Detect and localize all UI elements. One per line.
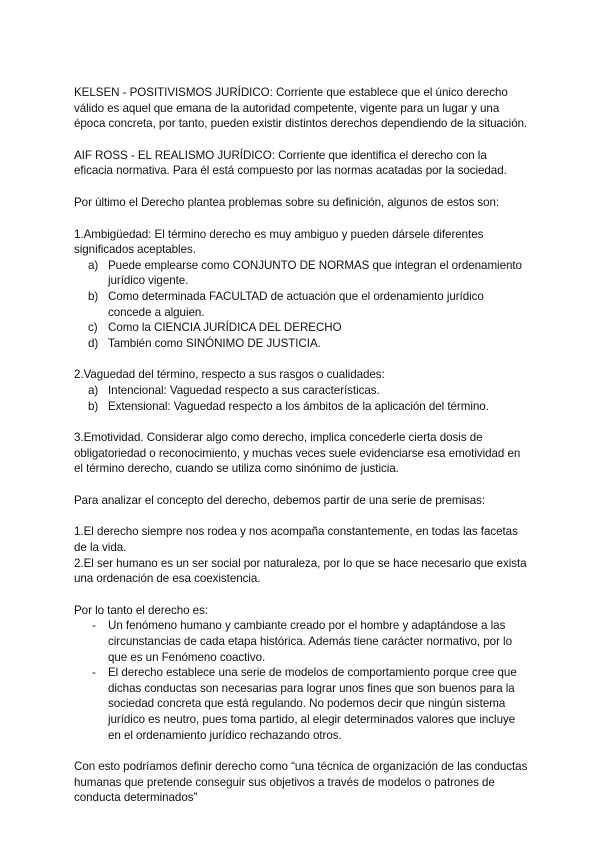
derecho-es-list bbox=[74, 618, 528, 743]
list-item-text: El derecho establece una serie de modelos de comportamiento porque cree que dichas conductas son necesarias para lograr unos fines que son buenos para la sociedad concreta que está regulando. No podemos decir que ningún sistema jurídico es neutro, pues toma partido, al elegir determinados valores que incluye en el ordenamiento jurídico rechazando otros. bbox=[108, 666, 517, 742]
list-item bbox=[74, 258, 528, 289]
paragraph-premisa-2: 2.El ser humano es un ser social por naturaleza, por lo que se hace necesario que exista una ordenación de esa coexistencia. bbox=[74, 556, 527, 586]
list-marker: - bbox=[92, 666, 96, 680]
paragraph-vaguedad: 2.Vaguedad del término, respecto a sus rasgos o cualidades: bbox=[74, 368, 385, 382]
paragraph-kelsen: KELSEN - POSITIVISMOS JURÍDICO: Corriente que establece que el único derecho válido es aquel que emana de la autoridad competente, vigente para un lugar y una época concreta, por tanto, pueden existir distintos derechos dependiendo de la situación. bbox=[74, 86, 528, 131]
list-item-text: Intencional: Vaguedad respecto a sus características. bbox=[108, 383, 380, 397]
paragraph-por-lo-tanto: Por lo tanto el derecho es: bbox=[74, 603, 208, 617]
paragraph-problemas-intro: Por último el Derecho plantea problemas sobre su definición, algunos de estos son: bbox=[74, 195, 500, 209]
paragraph-conclusion: Con esto podríamos definir derecho como “una técnica de organización de las conductas humanas que pretende conseguir sus objetivos a través de modelos o patrones de conducta determinados” bbox=[74, 760, 528, 805]
list-item bbox=[74, 320, 528, 336]
list-item bbox=[74, 399, 528, 415]
list-item-text: Puede emplearse como CONJUNTO DE NORMAS que integran el ordenamiento jurídico vigente. bbox=[108, 258, 522, 288]
list-marker: c) bbox=[88, 321, 98, 335]
vaguedad-list bbox=[74, 383, 528, 414]
ambiguedad-list bbox=[74, 258, 528, 352]
list-marker: - bbox=[92, 619, 96, 633]
list-item-text: Como la CIENCIA JURÍDICA DEL DERECHO bbox=[108, 321, 342, 335]
list-item bbox=[74, 289, 528, 320]
paragraph-emotividad: 3.Emotividad. Considerar algo como derecho, implica concederle cierta dosis de obligatoriedad o reconocimiento, y muchas veces suele evidenciarse esa emotividad en el término derecho, cuando se utiliza como sinónimo de justicia. bbox=[74, 431, 521, 476]
paragraph-premisa-1: 1.El derecho siempre nos rodea y nos acompaña constantemente, en todas las facetas de la vida. bbox=[74, 525, 518, 555]
list-marker: b) bbox=[88, 399, 99, 413]
list-item-text: Como determinada FACULTAD de actuación que el ordenamiento jurídico concede a alguien. bbox=[108, 289, 484, 319]
list-item bbox=[74, 618, 528, 665]
list-marker: d) bbox=[88, 336, 99, 350]
list-item bbox=[74, 336, 528, 352]
list-marker: a) bbox=[88, 383, 99, 397]
paragraph-ross: AIF ROSS - EL REALISMO JURÍDICO: Corriente que identifica el derecho con la eficacia normativa. Para él está compuesto por las normas acatadas por la sociedad. bbox=[74, 148, 507, 178]
list-marker: b) bbox=[88, 289, 99, 303]
paragraph-premisas-intro: Para analizar el concepto del derecho, debemos partir de una serie de premisas: bbox=[74, 493, 486, 507]
list-item bbox=[74, 665, 528, 743]
list-item bbox=[74, 383, 528, 399]
list-marker: a) bbox=[88, 258, 99, 272]
paragraph-ambiguedad: 1.Ambigüedad: El término derecho es muy ambiguo y pueden dársele diferentes significados aceptables. bbox=[74, 227, 484, 257]
list-item-text: Extensional: Vaguedad respecto a los ámbitos de la aplicación del término. bbox=[108, 399, 489, 413]
list-item-text: También como SINÓNIMO DE JUSTICIA. bbox=[108, 336, 321, 350]
list-item-text: Un fenómeno humano y cambiante creado por el hombre y adaptándose a las circunstancias de cada etapa histórica. Además tiene carácter normativo, por lo que es un Fenómeno coactivo. bbox=[108, 619, 512, 664]
